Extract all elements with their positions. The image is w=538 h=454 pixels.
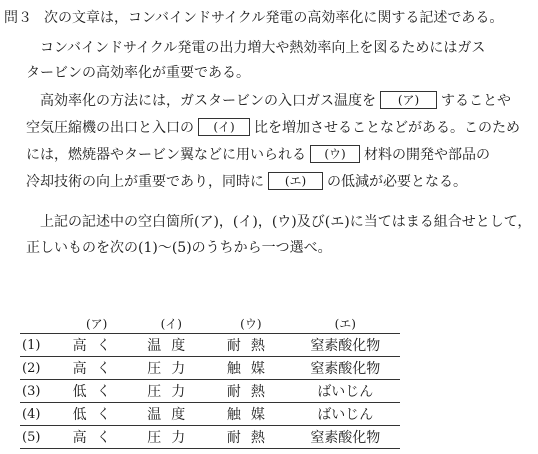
table-row: [20, 380, 400, 403]
cell-u: 触媒: [211, 357, 291, 380]
paragraph2-line2: [26, 118, 520, 138]
paragraph2-l1-a: 高効率化の方法には，ガスタービンの入口ガス温度を: [40, 93, 376, 109]
cell-i: 温度: [131, 403, 211, 426]
header-a: (ア): [85, 316, 108, 331]
paragraph1-line1: [40, 38, 485, 58]
cell-i: 圧力: [131, 357, 211, 380]
answer-table: [20, 313, 400, 449]
header-num: [20, 313, 62, 334]
cell-e: 窒素酸化物: [291, 334, 400, 357]
paragraph3-line2-text: 正しいものを次の(1)～(5)のうちから一つ選べ。: [26, 240, 332, 256]
row-number: (3): [20, 380, 62, 403]
paragraph2-l4-a: 冷却技術の向上が重要であり，同時に: [26, 174, 264, 190]
cell-a: 高く: [62, 426, 132, 449]
row-number: (2): [20, 357, 62, 380]
paragraph1-line2: [26, 63, 250, 83]
paragraph2-l1-b: することや: [441, 93, 511, 109]
header-u: (ウ): [240, 316, 262, 331]
question-number: 問３: [4, 10, 32, 26]
cell-e: ばいじん: [291, 403, 400, 426]
paragraph1-line1-text: コンバインドサイクル発電の出力増大や熱効率向上を図るためにはガス: [40, 40, 486, 56]
paragraph3-line1-text: 上記の記述中の空白箇所(ア)，(イ)，(ウ)及び(エ)に当てはまる組合せとして，: [40, 214, 532, 230]
table-row: [20, 334, 400, 357]
cell-i: 圧力: [131, 380, 211, 403]
question-heading: [4, 8, 503, 28]
cell-a: 高く: [62, 357, 132, 380]
paragraph2-line4: [26, 172, 467, 192]
paragraph1-line2-text: タービンの高効率化が重要である。: [26, 65, 250, 81]
table-row: [20, 403, 400, 426]
header-e: (エ): [334, 316, 356, 331]
cell-a: 高く: [62, 334, 132, 357]
paragraph3-line2: [26, 238, 332, 258]
cell-a: 低く: [62, 380, 132, 403]
table-row: [20, 426, 400, 449]
paragraph2-l2-a: 空気圧縮機の出口と入口の: [26, 120, 194, 136]
cell-e: 窒素酸化物: [291, 357, 400, 380]
paragraph2-line1: [40, 91, 511, 111]
cell-e: 窒素酸化物: [291, 426, 400, 449]
row-number: (5): [20, 426, 62, 449]
row-number: (4): [20, 403, 62, 426]
cell-u: 触媒: [211, 403, 291, 426]
blank-u: (ウ): [310, 145, 360, 163]
blank-a: (ア): [380, 91, 437, 109]
paragraph2-l2-b: 比を増加させることなどがある。このため: [254, 120, 520, 136]
blank-i: (イ): [198, 118, 250, 136]
paragraph3-line1: [40, 212, 531, 232]
cell-i: 温度: [131, 334, 211, 357]
blank-e: (エ): [268, 172, 323, 190]
cell-u: 耐熱: [211, 334, 291, 357]
table-row: [20, 357, 400, 380]
cell-u: 耐熱: [211, 426, 291, 449]
paragraph2-l3-a: には，燃焼器やタービン翼などに用いられる: [26, 147, 306, 163]
paragraph2-line3: [26, 145, 490, 165]
cell-a: 低く: [62, 403, 132, 426]
paragraph2-l3-b: 材料の開発や部品の: [364, 147, 490, 163]
row-number: (1): [20, 334, 62, 357]
paragraph2-l4-b: の低減が必要となる。: [327, 174, 467, 190]
cell-e: ばいじん: [291, 380, 400, 403]
cell-u: 耐熱: [211, 380, 291, 403]
table-header-row: [20, 313, 400, 334]
question-intro: 次の文章は，コンバインドサイクル発電の高効率化に関する記述である。: [44, 10, 504, 26]
cell-i: 圧力: [131, 426, 211, 449]
header-i: (イ): [160, 316, 182, 331]
